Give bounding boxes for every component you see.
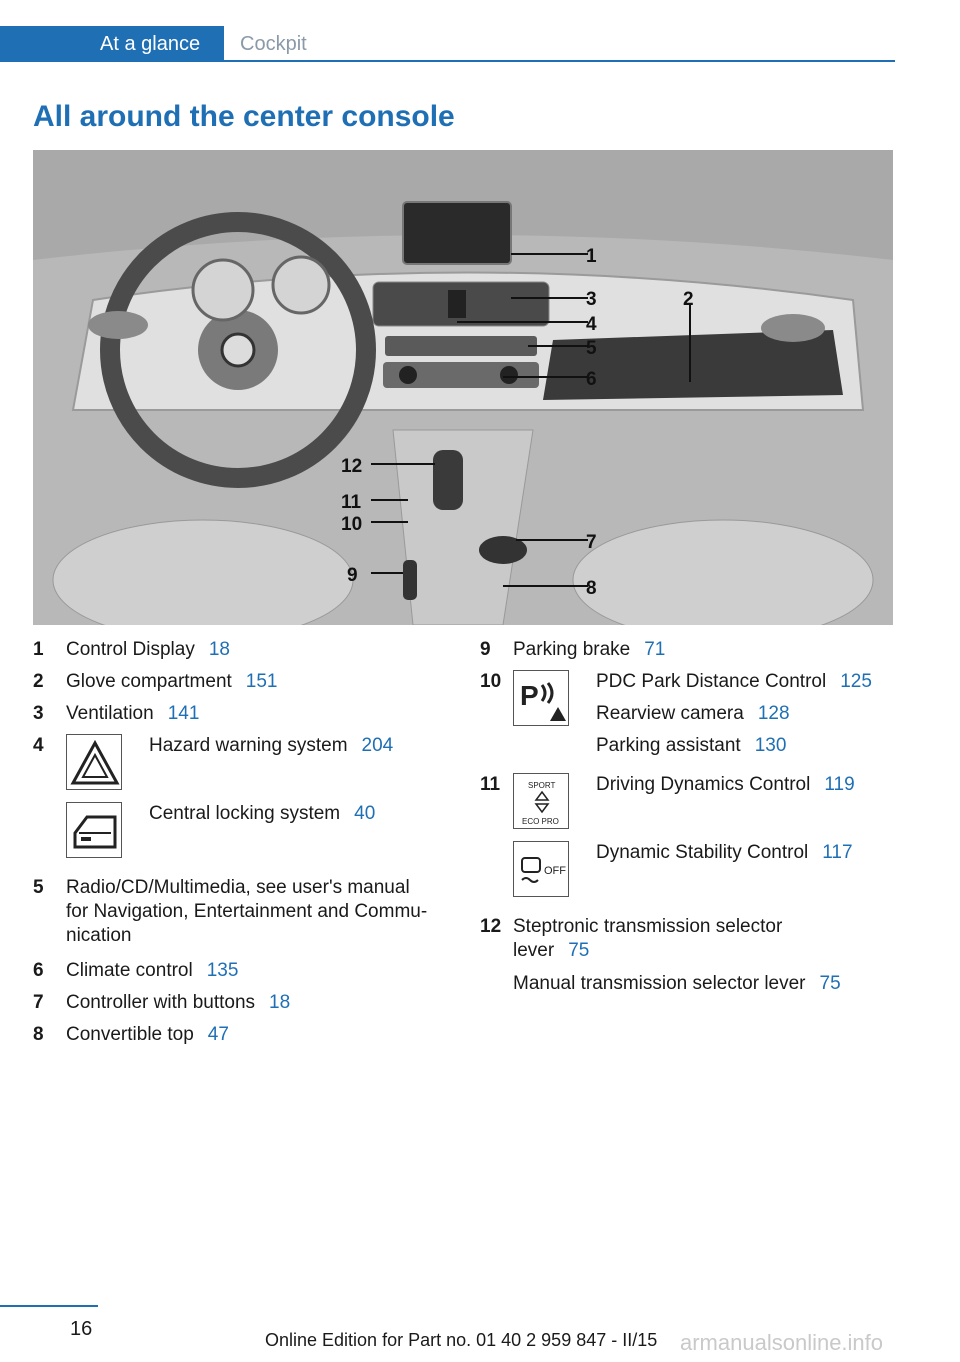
page-ref-link[interactable]: 119 (824, 774, 855, 795)
page-ref-link[interactable]: 40 (354, 803, 376, 824)
callout-11: 11 (341, 492, 362, 513)
sport-ecopro-icon (513, 773, 569, 829)
page-ref-link[interactable]: 151 (245, 671, 278, 692)
off-text: OFF (544, 865, 566, 877)
page-ref-link[interactable]: 204 (361, 735, 394, 756)
callout-10: 10 (341, 514, 363, 535)
page-ref-link[interactable]: 75 (819, 973, 841, 994)
callout-4: 4 (586, 314, 597, 335)
page-ref-link[interactable]: 130 (754, 735, 787, 756)
page-ref-link[interactable]: 141 (167, 703, 200, 724)
legend-left: 1 Control Display 18 2 Glove compartment 151 3 Ventilation 141 4 Hazard warning system 204 Central locking system 40 5 Radio/CD/Multimedia, see user's manual for Navigation, Entertainment and Commu-nication 6 Climate control 135 7 Controller with buttons 18 8 Convertible top 47 (33, 639, 428, 1045)
footer-rule (0, 1305, 98, 1307)
callout-3: 3 (586, 289, 597, 310)
cockpit-illustration (33, 150, 893, 625)
page-ref-link[interactable]: 18 (208, 639, 230, 660)
pdc-icon (513, 670, 569, 726)
callout-5: 5 (586, 338, 597, 359)
page-ref-link[interactable]: 71 (644, 639, 666, 660)
dsc-off-icon (513, 841, 569, 897)
tab-at-a-glance[interactable]: At a glance (0, 26, 224, 62)
svg-text:P: P (520, 680, 539, 711)
page-title: All around the center console (33, 100, 455, 133)
page-ref-link[interactable]: 128 (757, 703, 790, 724)
sport-text: SPORT (528, 781, 556, 790)
page-ref-link[interactable]: 125 (840, 671, 872, 692)
page-ref-link[interactable]: 18 (269, 992, 291, 1013)
callout-7: 7 (586, 532, 597, 553)
callout-1: 1 (586, 246, 597, 267)
callout-9: 9 (347, 565, 358, 586)
page-ref-link[interactable]: 47 (207, 1024, 229, 1045)
watermark: armanualsonline.info (680, 1330, 884, 1355)
callout-6: 6 (586, 369, 597, 390)
callout-12: 12 (341, 456, 363, 477)
edition-text: Online Edition for Part no. 01 40 2 959 847 - II/15 (265, 1330, 658, 1350)
callout-8: 8 (586, 578, 597, 599)
eco-pro-text: ECO PRO (522, 817, 559, 826)
header-tabbar (0, 26, 895, 62)
page-ref-link[interactable]: 135 (206, 960, 239, 981)
hazard-triangle-icon (66, 734, 122, 790)
page-number: 16 (70, 1318, 93, 1340)
callout-2: 2 (683, 289, 694, 310)
page-ref-link[interactable]: 117 (822, 842, 853, 863)
door-lock-icon (66, 802, 122, 858)
page-ref-link[interactable]: 75 (568, 940, 590, 961)
tab-cockpit[interactable]: Cockpit (240, 33, 307, 55)
legend-right: 9 Parking brake 71 10 P PDC Park Distance Control 125 Rearview camera 128 Parking assistant 130 11 SPORT ECO PRO Driving Dynamics Control 119 OFF Dynamic Stability Control 117 12 Steptronic transmission selector lever 75 Manual transmission selector lever 75 (480, 639, 872, 994)
